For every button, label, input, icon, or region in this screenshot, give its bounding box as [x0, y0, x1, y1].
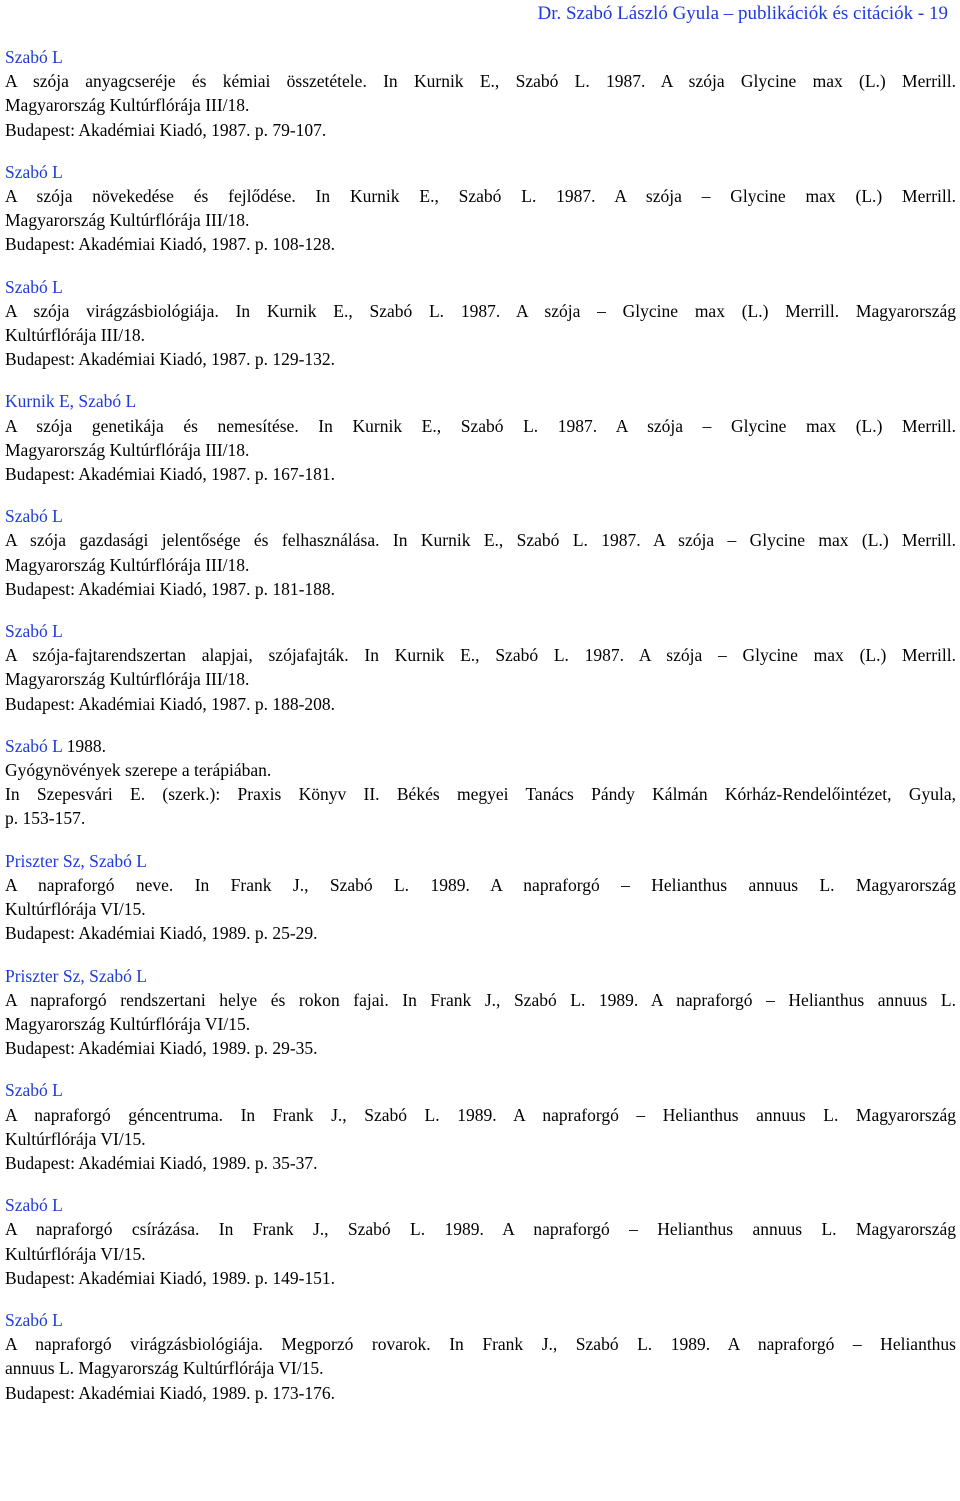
entry-title-line: A szója genetikája és nemesítése. In Kurnik E., Szabó L. 1987. A szója – Glycine max (L.) Merrill.: [5, 415, 956, 436]
author-link[interactable]: Szabó L: [5, 735, 63, 756]
page-header: Dr. Szabó László Gyula – publikációk és citációk - 19: [537, 3, 948, 24]
author-prefix: Priszter Sz,: [5, 965, 90, 986]
entry-title-line: A napraforgó neve. In Frank J., Szabó L. 1989. A napraforgó – Helianthus annuus L. Magyarország: [5, 874, 956, 895]
entry-authors: [5, 849, 956, 873]
publication-entry-2: [5, 160, 956, 257]
entry-source-line: Budapest: Akadémiai Kiadó, 1987. p. 181-188.: [5, 578, 336, 599]
entry-source-line: Kultúrflórája VI/15.: [5, 1128, 146, 1149]
author-link[interactable]: Szabó L: [5, 1080, 63, 1101]
entry-authors: [5, 389, 956, 413]
entry-source-line: Budapest: Akadémiai Kiadó, 1987. p. 129-132.: [5, 349, 336, 370]
publication-entry-1: [5, 45, 956, 142]
publication-entry-3: [5, 275, 956, 372]
entry-source-line: Budapest: Akadémiai Kiadó, 1989. p. 25-29.: [5, 923, 318, 944]
entry-title-line: In Szepesvári E. (szerk.): Praxis Könyv II. Békés megyei Tanács Pándy Kálmán Kórház-Rendelőintézet, Gyula,: [5, 784, 956, 805]
author-prefix: Priszter Sz,: [5, 850, 90, 871]
entry-source-line: Budapest: Akadémiai Kiadó, 1987. p. 167-181.: [5, 464, 336, 485]
entry-source-line: Magyarország Kultúrflórája III/18.: [5, 439, 250, 460]
author-link[interactable]: Szabó L: [5, 276, 63, 297]
author-link[interactable]: Szabó L: [78, 391, 137, 412]
entry-source-line: Magyarország Kultúrflórája VI/15.: [5, 1013, 251, 1034]
publication-entry-7: [5, 734, 956, 831]
entry-authors: [5, 45, 956, 69]
entry-authors: [5, 160, 956, 184]
publication-entry-5: [5, 504, 956, 601]
author-year: 1988.: [62, 735, 106, 756]
author-link[interactable]: Szabó L: [89, 850, 147, 871]
author-link[interactable]: Szabó L: [5, 1195, 63, 1216]
author-link[interactable]: Szabó L: [5, 161, 63, 182]
entry-source-line: Magyarország Kultúrflórája III/18.: [5, 554, 250, 575]
entry-title-line: A szója anyagcseréje és kémiai összetétele. In Kurnik E., Szabó L. 1987. A szója Glycine max (L.) Merrill.: [5, 71, 956, 92]
publication-entry-11: [5, 1193, 956, 1290]
entry-title-line: A szója virágzásbiológiája. In Kurnik E., Szabó L. 1987. A szója – Glycine max (L.) Merrill. Magyarország: [5, 300, 956, 321]
entry-source-line: Budapest: Akadémiai Kiadó, 1989. p. 35-37.: [5, 1152, 318, 1173]
publication-entry-6: [5, 619, 956, 716]
entry-title-line: A szója-fajtarendszertan alapjai, szójafajták. In Kurnik E., Szabó L. 1987. A szója – Glycine max (L.) Merrill.: [5, 645, 956, 666]
entry-source-line: Magyarország Kultúrflórája III/18.: [5, 95, 250, 116]
entry-authors: [5, 1308, 956, 1332]
entry-authors: [5, 1078, 956, 1102]
publication-entry-8: [5, 849, 956, 946]
publication-list: [5, 45, 956, 1423]
entry-source-line: Budapest: Akadémiai Kiadó, 1987. p. 188-208.: [5, 693, 336, 714]
entry-source-line: annuus L. Magyarország Kultúrflórája VI/15.: [5, 1358, 324, 1379]
entry-source-line: Budapest: Akadémiai Kiadó, 1987. p. 108-128.: [5, 234, 336, 255]
entry-source-line: Budapest: Akadémiai Kiadó, 1989. p. 29-35.: [5, 1038, 318, 1059]
entry-title-line: A szója gazdasági jelentősége és felhasználása. In Kurnik E., Szabó L. 1987. A szója – Glycine max (L.) Merrill.: [5, 530, 956, 551]
entry-authors: [5, 275, 956, 299]
entry-source-line: p. 153-157.: [5, 808, 86, 829]
entry-authors: [5, 734, 956, 758]
entry-title-line: A napraforgó rendszertani helye és rokon fajai. In Frank J., Szabó L. 1989. A napraforgó – Helianthus annuus L.: [5, 989, 956, 1010]
entry-authors: [5, 619, 956, 643]
entry-source-line: Kultúrflórája VI/15.: [5, 899, 146, 920]
entry-authors: [5, 504, 956, 528]
publication-entry-4: [5, 389, 956, 486]
author-link[interactable]: Szabó L: [89, 965, 147, 986]
entry-title-line: A napraforgó géncentruma. In Frank J., Szabó L. 1989. A napraforgó – Helianthus annuus L. Magyarország: [5, 1104, 956, 1125]
entry-source-line: Kultúrflórája III/18.: [5, 325, 145, 346]
entry-source-line: Magyarország Kultúrflórája III/18.: [5, 210, 250, 231]
author-link[interactable]: Szabó L: [5, 1309, 63, 1330]
entry-title-line: A napraforgó virágzásbiológiája. Megporzó rovarok. In Frank J., Szabó L. 1989. A napraforgó – Helianthus: [5, 1334, 956, 1355]
entry-authors: [5, 964, 956, 988]
entry-source-line: Budapest: Akadémiai Kiadó, 1989. p. 149-151.: [5, 1267, 336, 1288]
entry-source-line: Magyarország Kultúrflórája III/18.: [5, 669, 250, 690]
entry-title-line: A napraforgó csírázása. In Frank J., Szabó L. 1989. A napraforgó – Helianthus annuus L. Magyarország: [5, 1219, 956, 1240]
publication-entry-10: [5, 1078, 956, 1175]
publication-entry-12: [5, 1308, 956, 1405]
author-link[interactable]: Szabó L: [5, 47, 63, 67]
author-link[interactable]: Szabó L: [5, 621, 63, 642]
author-prefix: Kurnik E,: [5, 391, 79, 412]
entry-source-line: Kultúrflórája VI/15.: [5, 1243, 146, 1264]
entry-source-line: Budapest: Akadémiai Kiadó, 1989. p. 173-176.: [5, 1382, 336, 1403]
entry-title-line: Gyógynövények szerepe a terápiában.: [5, 760, 272, 781]
entry-source-line: Budapest: Akadémiai Kiadó, 1987. p. 79-107.: [5, 119, 327, 140]
entry-title-line: A szója növekedése és fejlődése. In Kurnik E., Szabó L. 1987. A szója – Glycine max (L.) Merrill.: [5, 186, 956, 207]
author-link[interactable]: Szabó L: [5, 506, 63, 527]
publication-entry-9: [5, 964, 956, 1061]
entry-authors: [5, 1193, 956, 1217]
